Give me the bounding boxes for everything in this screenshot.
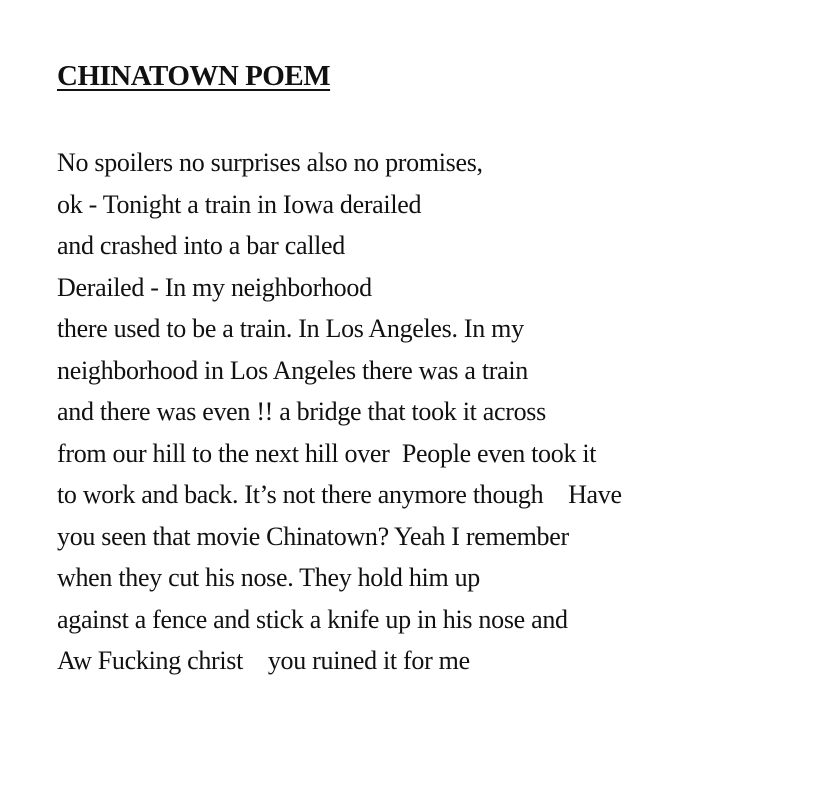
poem-line: and there was even !! a bridge that took it across — [57, 397, 546, 426]
poem-line: No spoilers no surprises also no promises, — [57, 148, 483, 177]
poem-line: you seen that movie Chinatown? Yeah I remember — [57, 521, 569, 551]
poem-line: Aw Fucking christ you ruined it for me — [57, 646, 470, 675]
poem-title: CHINATOWN POEM — [57, 60, 331, 92]
poem-line: Derailed - In my neighborhood — [57, 272, 372, 302]
poem-body — [57, 142, 622, 682]
poem-line: from our hill to the next hill over People even took it — [57, 438, 597, 468]
poem-line: and crashed into a bar called — [57, 231, 345, 260]
poem-line: against a fence and stick a knife up in his nose and — [57, 604, 568, 634]
poem-line: there used to be a train. In Los Angeles. In my — [57, 314, 524, 343]
poem-line: to work and back. It’s not there anymore though Have — [57, 480, 622, 509]
poem-line: ok - Tonight a train in Iowa derailed — [57, 189, 422, 219]
poem-line: neighborhood in Los Angeles there was a train — [57, 355, 528, 385]
poem-line: when they cut his nose. They hold him up — [57, 563, 480, 592]
